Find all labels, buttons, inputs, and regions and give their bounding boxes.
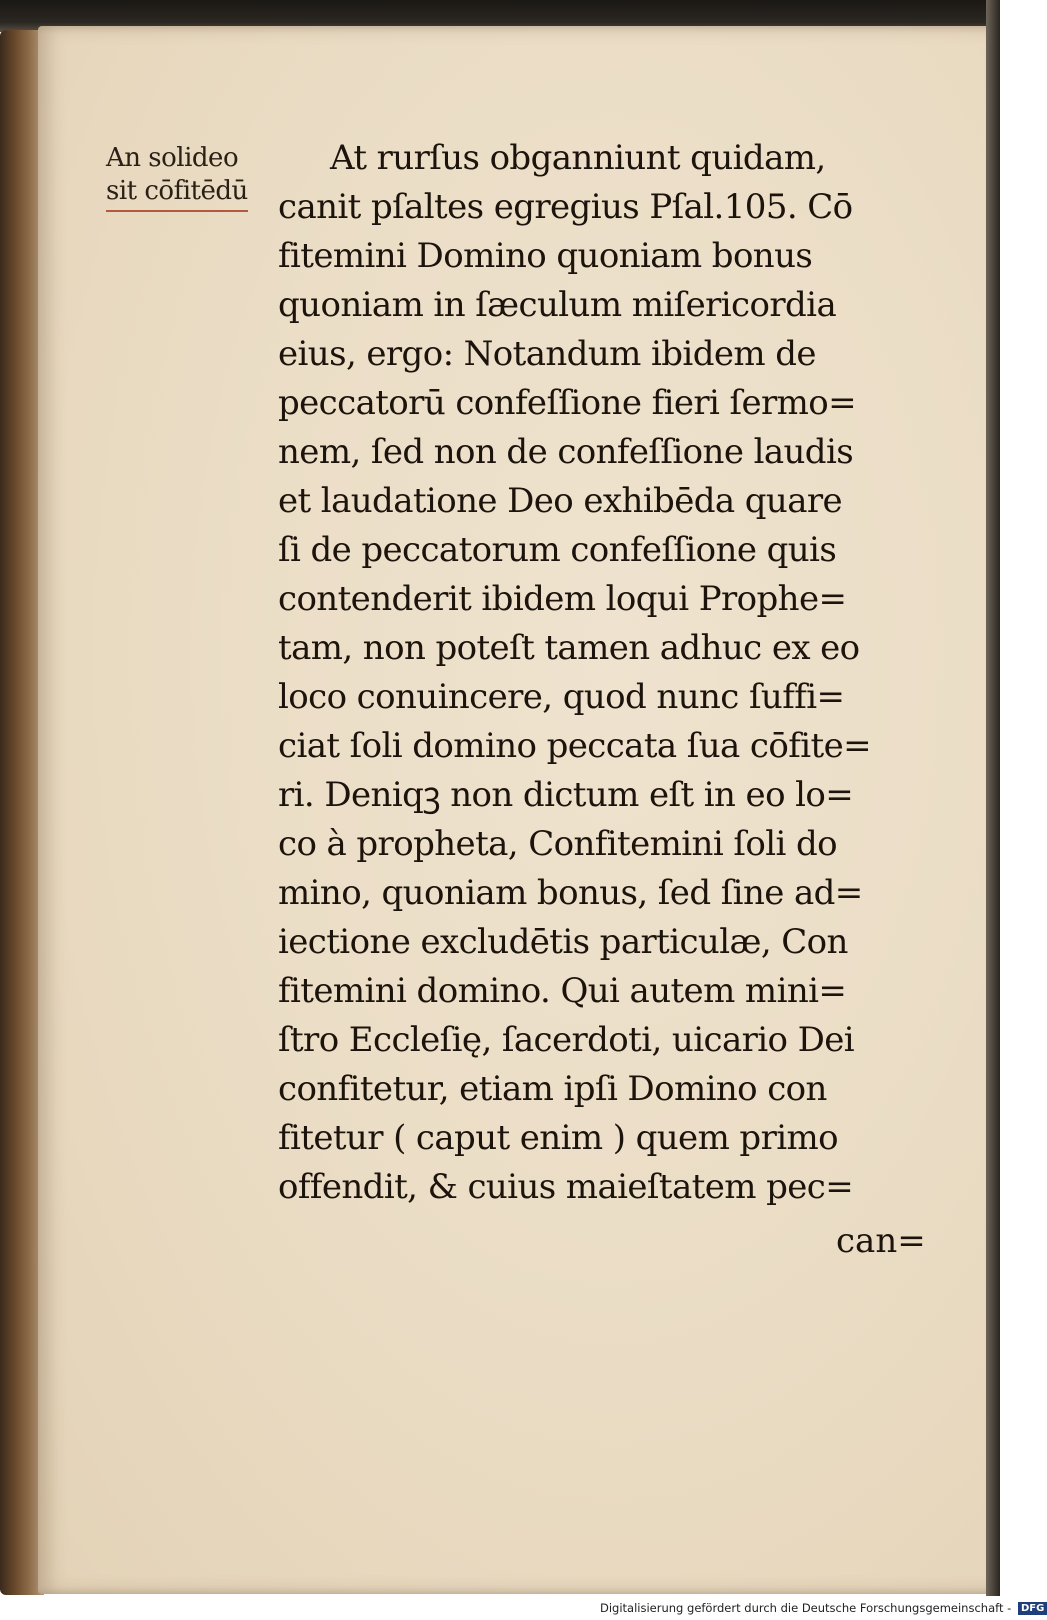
text-line: ciat ſoli domino peccata ſua cōfite= bbox=[278, 726, 871, 766]
credit-text: Digitalisierung gefördert durch die Deutsche Forschungsgemeinschaft - bbox=[600, 1601, 1012, 1615]
text-line: fitetur ( caput enim ) quem primo bbox=[278, 1118, 839, 1158]
text-line: iectione excludētis particulæ, Con bbox=[278, 922, 848, 962]
digitization-credit bbox=[600, 1601, 1047, 1615]
marginal-note bbox=[106, 142, 248, 212]
text-line: ri. Deniqꝫ non dictum eſt in eo lo= bbox=[278, 775, 854, 815]
catchword: can= bbox=[836, 1221, 926, 1261]
dfg-logo: DFG bbox=[1018, 1602, 1047, 1615]
body-text bbox=[278, 134, 918, 1212]
text-line: fitemini domino. Qui autem mini= bbox=[278, 971, 847, 1011]
marginal-note-line: sit cōfitēdū bbox=[106, 175, 248, 212]
text-line: fitemini Domino quoniam bonus bbox=[278, 236, 813, 276]
text-line: quoniam in ſæculum miſericordia bbox=[278, 285, 837, 325]
text-line: ſtro Eccleſię, ſacerdoti, uicario Dei bbox=[278, 1020, 855, 1060]
text-line: et laudatione Deo exhibēda quare bbox=[278, 481, 843, 521]
text-line: loco conuincere, quod nunc ſuffi= bbox=[278, 677, 845, 717]
text-line: eius, ergo: Notandum ibidem de bbox=[278, 334, 816, 374]
text-line: contenderit ibidem loqui Prophe= bbox=[278, 579, 847, 619]
text-line: canit pſaltes egregius Pſal.105. Cō bbox=[278, 187, 853, 227]
marginal-note-line: An solideo bbox=[106, 143, 239, 173]
text-line: mino, quoniam bonus, ſed ſine ad= bbox=[278, 873, 863, 913]
text-line: At rurſus obganniunt quidam, bbox=[330, 138, 826, 178]
text-line: offendit, & cuius maieſtatem pec= bbox=[278, 1167, 854, 1207]
text-line: tam, non poteſt tamen adhuc ex eo bbox=[278, 628, 860, 668]
text-line: peccatorū confeſſione fieri ſermo= bbox=[278, 383, 857, 423]
text-line: ſi de peccatorum confeſſione quis bbox=[278, 530, 837, 570]
text-line: co à propheta, Confitemini ſoli do bbox=[278, 824, 837, 864]
text-line: nem, ſed non de confeſſione laudis bbox=[278, 432, 854, 472]
text-line: confitetur, etiam ipſi Domino con bbox=[278, 1069, 827, 1109]
page-right-edge bbox=[986, 0, 1000, 1600]
